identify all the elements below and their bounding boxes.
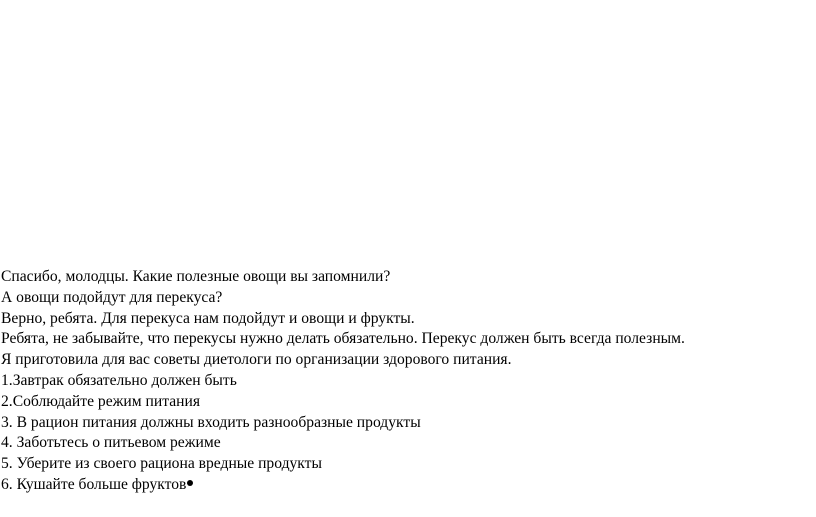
tip-item-2: 2.Соблюдайте режим питания bbox=[1, 392, 200, 410]
document-text bbox=[1, 267, 811, 496]
paragraph-snack-question: А овощи подойдут для перекуса? bbox=[1, 288, 223, 306]
tip-item-1: 1.Завтрак обязательно должен быть bbox=[1, 371, 237, 389]
paragraph-correct-answer: Верно, ребята. Для перекуса нам подойдут и овощи и фрукты. bbox=[1, 309, 415, 327]
paragraph-thanks: Спасибо, молодцы. Какие полезные овощи вы запомнили? bbox=[1, 268, 391, 285]
tip-item-3: 3. В рацион питания должны входить разнообразные продукты bbox=[1, 413, 421, 431]
tip-item-6: 6. Кушайте больше фруктов bbox=[1, 475, 187, 493]
tip-item-4: 4. Заботьтесь о питьевом режиме bbox=[1, 434, 221, 452]
bullet-dot-icon bbox=[187, 480, 193, 486]
tip-item-6-row bbox=[1, 475, 811, 496]
paragraph-reminder: Ребята, не забывайте, что перекусы нужно делать обязательно. Перекус должен быть всегда полезным. bbox=[1, 330, 685, 348]
paragraph-tips-intro: Я приготовила для вас советы диетологи по организации здорового питания. bbox=[1, 351, 512, 369]
tip-item-5: 5. Уберите из своего рациона вредные продукты bbox=[1, 455, 322, 473]
